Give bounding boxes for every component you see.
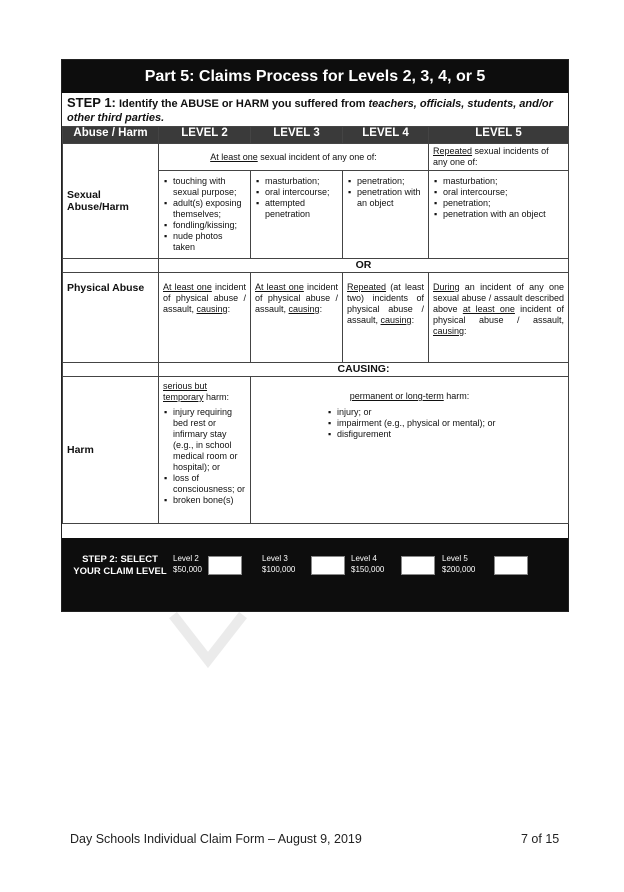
list-item: ▪ penetration; (357, 176, 424, 187)
harm-row (63, 377, 569, 524)
level-3-option-label (262, 553, 295, 575)
list-item: ▪ masturbation; (265, 176, 338, 187)
claim-level-selector (62, 538, 568, 611)
step1-label: STEP 1: (67, 95, 116, 110)
list-item: ▪ penetration; (443, 198, 564, 209)
physical-l4-causing: causing (380, 315, 412, 325)
physical-l2-underlined: At least one (163, 282, 212, 292)
sexual-intro5-underlined: Repeated (433, 146, 473, 156)
col-header-level-2: LEVEL 2 (159, 127, 251, 144)
list-item: ▪ impairment (e.g., physical or mental); or (337, 418, 564, 429)
level-5-amount: $200,000 (442, 565, 476, 574)
row-label-physical: Physical Abuse (63, 273, 159, 363)
level-4-option-label (351, 553, 384, 575)
or-separator: OR (159, 259, 569, 273)
level-4-name: Level 4 (351, 554, 377, 563)
sexual-intro-underlined: At least one (210, 151, 258, 162)
list-item: ▪ fondling/kissing; (173, 220, 246, 231)
list-item: ▪ loss of consciousness; or (173, 473, 246, 495)
list-item: ▪ disfigurement (337, 429, 564, 440)
col-header-level-3: LEVEL 3 (251, 127, 343, 144)
physical-level-2-cell: At least one incident of physical abuse / assault, causing: (159, 273, 251, 363)
harm-levels-3-5-cell (251, 377, 569, 524)
sexual-intro-row (63, 144, 569, 171)
row-label-harm: Harm (63, 377, 159, 524)
level-3-checkbox[interactable] (311, 556, 345, 575)
level-3-name: Level 3 (262, 554, 288, 563)
physical-row (63, 273, 569, 363)
level-2-checkbox[interactable] (208, 556, 242, 575)
step2-label: STEP 2: SELECT YOUR CLAIM LEVEL (73, 554, 167, 577)
level-4-checkbox[interactable] (401, 556, 435, 575)
level-2-option-label (173, 553, 202, 575)
physical-l4-text: (at least two) incidents of physical abuse / assault, (347, 282, 424, 325)
step1-text: Identify the ABUSE or HARM you suffered from (118, 98, 366, 110)
sexual-level-3-cell (251, 171, 343, 259)
level-2-name: Level 2 (173, 554, 199, 563)
harm-l2-underlined: serious but temporary (163, 381, 208, 402)
physical-l5-during: During (433, 282, 460, 292)
sexual-intro-text: sexual incident of any one of: (257, 151, 377, 162)
list-item: ▪ oral intercourse; (265, 187, 338, 198)
header-row (63, 127, 569, 144)
sexual-level-2-cell (159, 171, 251, 259)
watermark-chevron (168, 610, 248, 670)
physical-l3-underlined: At least one (255, 282, 304, 292)
level-3-amount: $100,000 (262, 565, 296, 574)
physical-l4-underlined: Repeated (347, 282, 387, 292)
list-item: ▪ penetration with an object (443, 209, 564, 220)
causing-row (63, 363, 569, 377)
list-item: ▪ injury; or (337, 407, 564, 418)
level-5-option-label (442, 553, 475, 575)
physical-level-3-cell: At least one incident of physical abuse / assault, causing: (251, 273, 343, 363)
list-item: ▪ touching with sexual purpose; (173, 176, 246, 198)
step1-instructions (67, 96, 563, 125)
harm-other-heading (255, 391, 564, 402)
physical-l3-causing: causing (288, 304, 320, 314)
level-4-amount: $150,000 (351, 565, 385, 574)
list-item: ▪ adult(s) exposing themselves; (173, 198, 246, 220)
or-row (63, 259, 569, 273)
list-item: ▪ nude photos taken (173, 231, 246, 253)
list-item: ▪ attempted penetration (265, 198, 338, 220)
list-item: ▪ penetration with an object (357, 187, 424, 209)
physical-level-5-cell: During an incident of any one sexual abuse / assault described above at least one incident of physical abuse / assault, causing: (429, 273, 569, 363)
col-header-level-5: LEVEL 5 (429, 127, 569, 144)
physical-l5-causing: causing (433, 326, 465, 336)
list-item: ▪ masturbation; (443, 176, 564, 187)
col-header-level-4: LEVEL 4 (343, 127, 429, 144)
abuse-harm-table (62, 126, 569, 524)
section-title: Part 5: Claims Process for Levels 2, 3, 4, or 5 (62, 60, 568, 93)
col-header-abuse-harm: Abuse / Harm (63, 127, 159, 144)
physical-l3-text: incident of physical abuse / assault, (255, 282, 338, 314)
causing-separator: CAUSING: (159, 363, 569, 377)
sexual-level-5-cell (429, 171, 569, 259)
harm-l2-heading (163, 381, 246, 403)
physical-l5-text1: an incident of any one sexual abuse / assault described above (433, 282, 564, 314)
claims-process-panel (61, 59, 569, 612)
physical-level-4-cell: Repeated (at least two) incidents of physical abuse / assault, causing: (343, 273, 429, 363)
sexual-intro-levels-2-4 (159, 144, 429, 171)
level-5-checkbox[interactable] (494, 556, 528, 575)
sexual-intro-level-5 (429, 144, 569, 171)
list-item: ▪ broken bone(s) (173, 495, 246, 506)
harm-level-2-cell (159, 377, 251, 524)
level-5-name: Level 5 (442, 554, 468, 563)
physical-l2-causing: causing (196, 304, 228, 314)
physical-l5-text2: incident of physical abuse / assault, (433, 304, 564, 325)
harm-other-head-text: harm: (443, 391, 470, 401)
physical-l5-underlined: at least one (462, 304, 515, 314)
sexual-intro5-text: sexual incidents of any one of: (433, 146, 549, 167)
harm-l2-head-text: harm: (203, 392, 230, 402)
level-2-amount: $50,000 (173, 565, 202, 574)
step1-italic: teachers, officials, students, and/or other third parties. (67, 98, 553, 124)
sexual-level-4-cell (343, 171, 429, 259)
footer-page-number: 7 of 15 (521, 832, 560, 846)
physical-l2-text: incident of physical abuse / assault, (163, 282, 246, 314)
footer-form-name: Day Schools Individual Claim Form – August 9, 2019 (70, 832, 362, 846)
list-item: ▪ injury requiring bed rest or infirmary stay (e.g., in school medical room or hospital); or (173, 407, 246, 473)
list-item: ▪ oral intercourse; (443, 187, 564, 198)
row-label-sexual: Sexual Abuse/Harm (63, 144, 159, 259)
harm-other-underlined: permanent or long-term (349, 391, 444, 401)
